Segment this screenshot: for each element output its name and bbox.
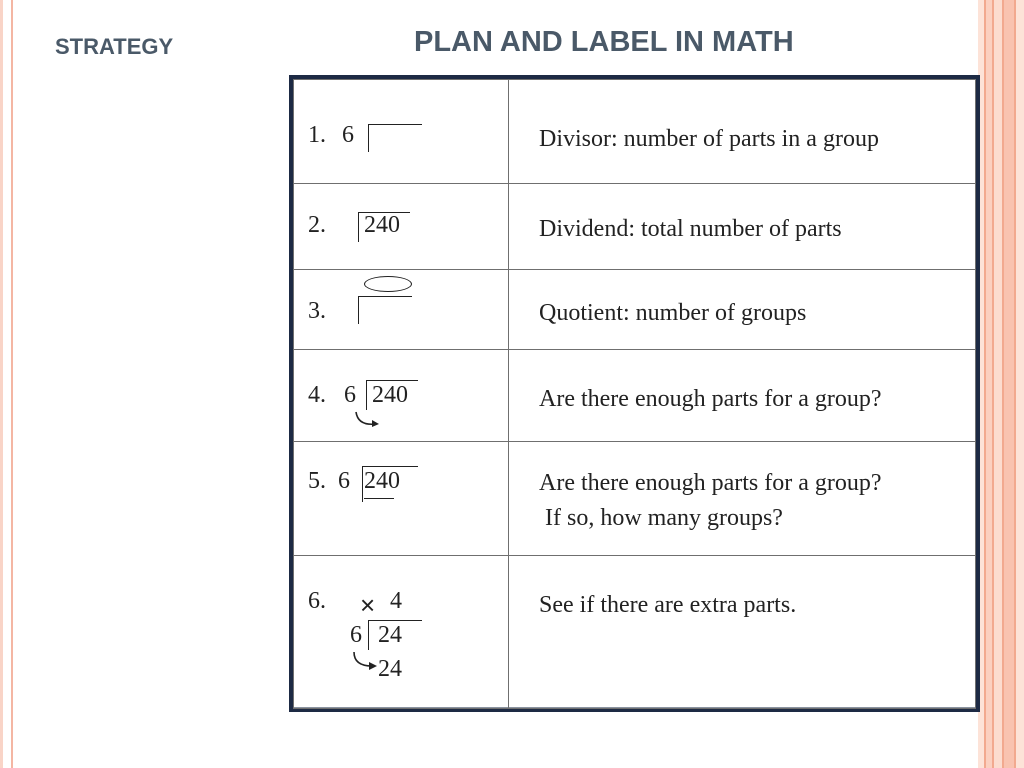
step-number: 2. (308, 212, 326, 238)
step-cell (294, 556, 509, 709)
row-description: See if there are extra parts. (539, 592, 797, 618)
row-description-line2: If so, how many groups? (545, 504, 783, 531)
division-bar (368, 124, 422, 125)
step-cell (294, 350, 509, 442)
curved-arrow-icon (350, 650, 384, 674)
curved-arrow-icon (352, 410, 386, 432)
dividend-value: 240 (364, 212, 400, 238)
row-description: Are there enough parts for a group? (539, 470, 882, 496)
step-cell (294, 442, 509, 556)
dividend-value: 24 (378, 622, 402, 648)
divisor-value: 6 (350, 622, 362, 648)
strategy-table-frame (289, 75, 980, 712)
division-bar (362, 466, 418, 467)
quotient-oval (364, 276, 412, 292)
table-row (294, 556, 976, 709)
row-description: Are there enough parts for a group? (539, 386, 882, 412)
description-cell (509, 270, 976, 350)
section-label: STRATEGY (55, 34, 174, 59)
table-row (294, 270, 976, 350)
division-bracket (368, 620, 369, 650)
step-number: 4. (308, 382, 326, 408)
step-number: 1. (308, 122, 326, 148)
step-number: 3. (308, 298, 326, 324)
divisor-value: 6 (338, 468, 350, 494)
description-cell (509, 556, 976, 709)
strategy-table (293, 79, 976, 709)
division-bracket (366, 380, 367, 410)
row-description: Dividend: total number of parts (539, 216, 842, 242)
description-cell (509, 80, 976, 184)
step-cell (294, 80, 509, 184)
step-number: 5. (308, 468, 326, 494)
divisor-value: 6 (342, 122, 354, 148)
table-row (294, 80, 976, 184)
left-decorative-border (0, 0, 13, 768)
division-bar (366, 380, 418, 381)
division-bracket (358, 296, 359, 324)
division-bar (358, 296, 412, 297)
step-number: 6. (308, 588, 326, 614)
table-row (294, 442, 976, 556)
table-row (294, 350, 976, 442)
quotient-value: 4 (390, 588, 402, 614)
description-cell (509, 184, 976, 270)
division-bracket (358, 212, 359, 242)
division-bar (368, 620, 422, 621)
page-title: PLAN AND LABEL IN MATH (414, 26, 794, 58)
description-cell (509, 442, 976, 556)
dividend-value: 240 (364, 468, 400, 494)
product-value: 24 (378, 656, 402, 682)
row-description: Divisor: number of parts in a group (539, 126, 879, 152)
underline-mark (364, 498, 394, 499)
row-description: Quotient: number of groups (539, 300, 807, 326)
division-bracket (368, 124, 369, 152)
dividend-value: 240 (372, 382, 408, 408)
description-cell (509, 350, 976, 442)
table-row (294, 184, 976, 270)
multiply-symbol: × (360, 590, 376, 620)
step-cell (294, 184, 509, 270)
right-decorative-border (978, 0, 1024, 768)
step-cell (294, 270, 509, 350)
divisor-value: 6 (344, 382, 356, 408)
division-bracket (362, 466, 363, 502)
